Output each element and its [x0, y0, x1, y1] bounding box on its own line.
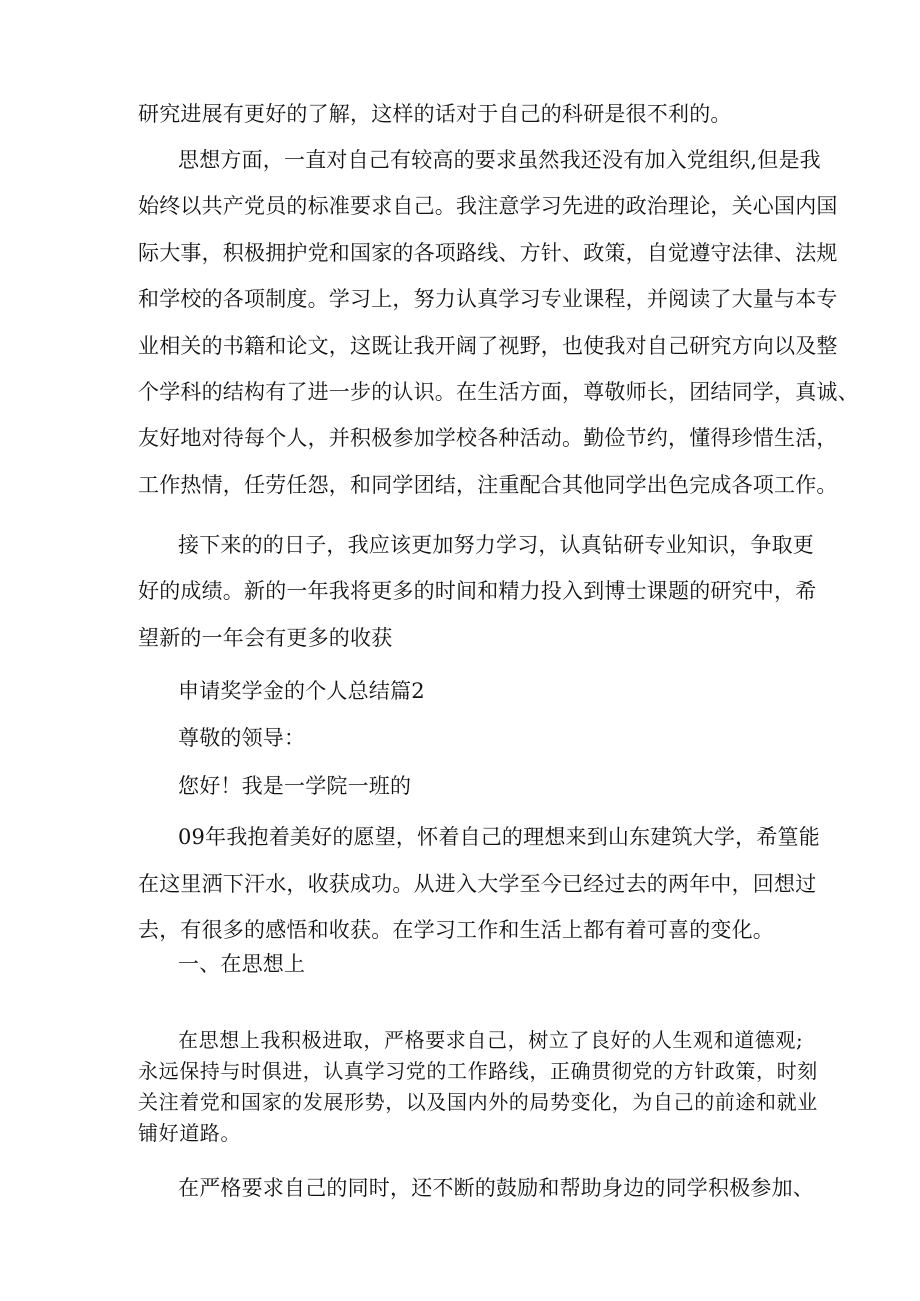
paragraph-first-line: 09年我抱着美好的愿望，怀着自己的理想来到山东建筑大学，希篁能	[178, 825, 820, 849]
paragraph-first-line: 接下来的的日子，我应该更加努力学习，认真钻研专业知识，争取更	[178, 533, 814, 557]
text-line: 业相关的书籍和论文，这既让我开阔了视野，也使我对自己研究方向以及整	[138, 334, 838, 358]
text-line: 研究进展有更好的了解，这样的话对于自己的科研是很不利的。	[138, 102, 732, 126]
text-line: 好的成绩。新的一年我将更多的时间和精力投入到博士课题的研究中，希	[138, 579, 817, 603]
text-line: 关注着党和国家的发展形势，以及国内外的局势变化，为自己的前途和就业	[138, 1090, 818, 1114]
text-line: 望新的一年会有更多的收获	[138, 626, 393, 650]
text-line: 在这里洒下汗水，收获成功。从进入大学至今已经过去的两年中，回想过	[138, 872, 817, 896]
text-line: 永远保持与时俱进，认真学习党的工作路线，正确贯彻党的方针政策，时刻	[138, 1059, 818, 1083]
text-line: 工作热情，任劳任怨，和同学团结，注重配合其他同学出色完成各项工作。	[138, 473, 838, 497]
text-line: 去，有很多的感悟和收获。在学习工作和生活上都有着可喜的变化。	[138, 918, 774, 942]
text-line: 铺好道路。	[138, 1121, 241, 1145]
text-line: 际大事，积极拥护党和国家的各项路线、方针、政策，自觉遵守法律、法规	[138, 241, 838, 265]
subsection-title: 一、在思想上	[178, 952, 306, 976]
salutation: 尊敬的领导：	[178, 726, 306, 750]
section-title: 申请奖学金的个人总结篇2	[178, 679, 425, 703]
paragraph-first-line: 在严格要求自己的同时，还不断的鼓励和帮助身边的同学积极参加、	[178, 1176, 814, 1200]
paragraph-first-line: 思想方面，一直对自己有较高的要求虽然我还没有加入党组织,但是我	[178, 148, 821, 172]
text-line: 和学校的各项制度。学习上，努力认真学习专业课程，并阅读了大量与本专	[138, 287, 838, 311]
paragraph-first-line: 在思想上我积极进取，严格要求自己，树立了良好的人生观和道德观;	[178, 1028, 804, 1052]
greeting: 您好！我是一学院一班的	[178, 774, 412, 798]
text-line: 始终以共产党员的标准要求自己。我注意学习先进的政治理论，关心国内国	[138, 194, 838, 218]
text-line: 友好地对待每个人，并积极参加学校各种活动。勤俭节约，懂得珍惜生活，	[138, 426, 838, 450]
text-line: 个学科的结构有了进一步的认识。在生活方面，尊敬师长，团结同学，真诚、	[138, 380, 859, 404]
